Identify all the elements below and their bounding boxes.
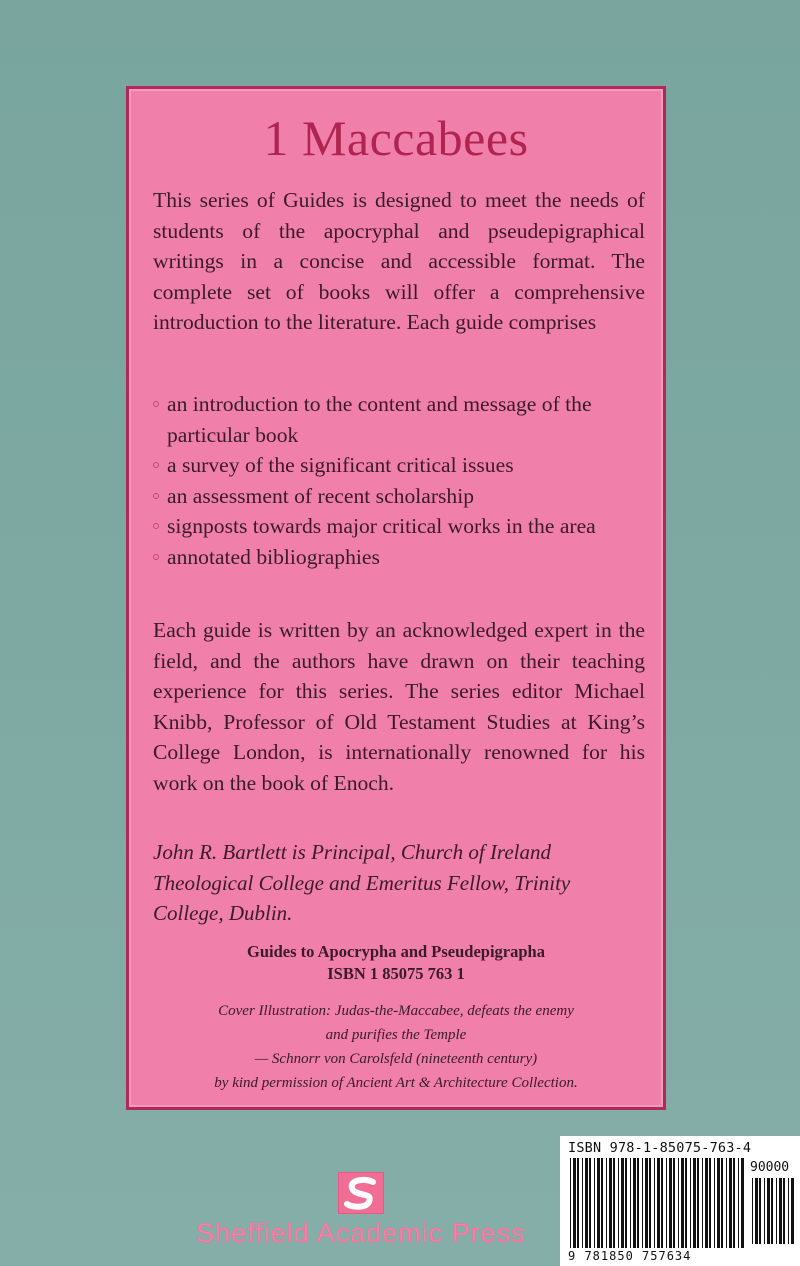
publisher-name: Sheffield Academic Press <box>196 1218 526 1248</box>
illustration-credit: Cover Illustration: Judas-the-Maccabee, defeats the enemy and purifies the Temple — Schnorr von Carolsfeld (nineteenth century) by kind permission of Ancient Art & Architecture Collection. <box>214 1003 578 1091</box>
price-code: 90000 <box>750 1160 790 1175</box>
series-editor-paragraph: Each guide is written by an acknowledged expert in the field, and the authors have drawn on their teaching experience for this series. The series editor Michael Knibb, Professor of Old Testament Studies at King’s College London, is internationally renowned for his work on the book of Enoch. <box>153 618 645 795</box>
guide-contents-list <box>153 389 649 572</box>
book-title: 1 Maccabees <box>263 110 529 166</box>
addon-barcode-bars <box>750 1178 794 1244</box>
isbn-10: ISBN 1 85075 763 1 <box>327 964 465 983</box>
bullet-icon <box>153 493 159 499</box>
isbn-13: ISBN 978-1-85075-763-4 <box>568 1140 752 1156</box>
list-item: signposts towards major critical works in the area <box>153 511 649 542</box>
series-name: Guides to Apocrypha and Pseudepigrapha <box>247 942 545 961</box>
bullet-icon <box>153 523 159 529</box>
description-panel <box>126 86 666 1110</box>
series-info <box>129 941 663 985</box>
list-item: annotated bibliographies <box>153 542 649 573</box>
series-intro: This series of Guides is designed to meet the needs of students of the apocryphal and pseudepigraphical writings in a concise and accessible format. The complete set of books will offer a comprehensive introduction to the literature. Each guide comprises <box>153 188 645 334</box>
s-logo-icon <box>338 1172 384 1214</box>
list-item: a survey of the significant critical issues <box>153 450 649 481</box>
author-note: John R. Bartlett is Principal, Church of Ireland Theological College and Emeritus Fellow, Trinity College, Dublin. <box>153 840 571 925</box>
barcode-bars <box>568 1158 744 1250</box>
bullet-icon <box>153 554 159 560</box>
list-item: an assessment of recent scholarship <box>153 481 649 512</box>
list-item: an introduction to the content and message of the particular book <box>153 389 649 450</box>
barcode <box>560 1136 800 1266</box>
bullet-icon <box>153 462 159 468</box>
bullet-icon <box>153 401 159 407</box>
barcode-digits: 9 781850 757634 <box>568 1249 692 1263</box>
